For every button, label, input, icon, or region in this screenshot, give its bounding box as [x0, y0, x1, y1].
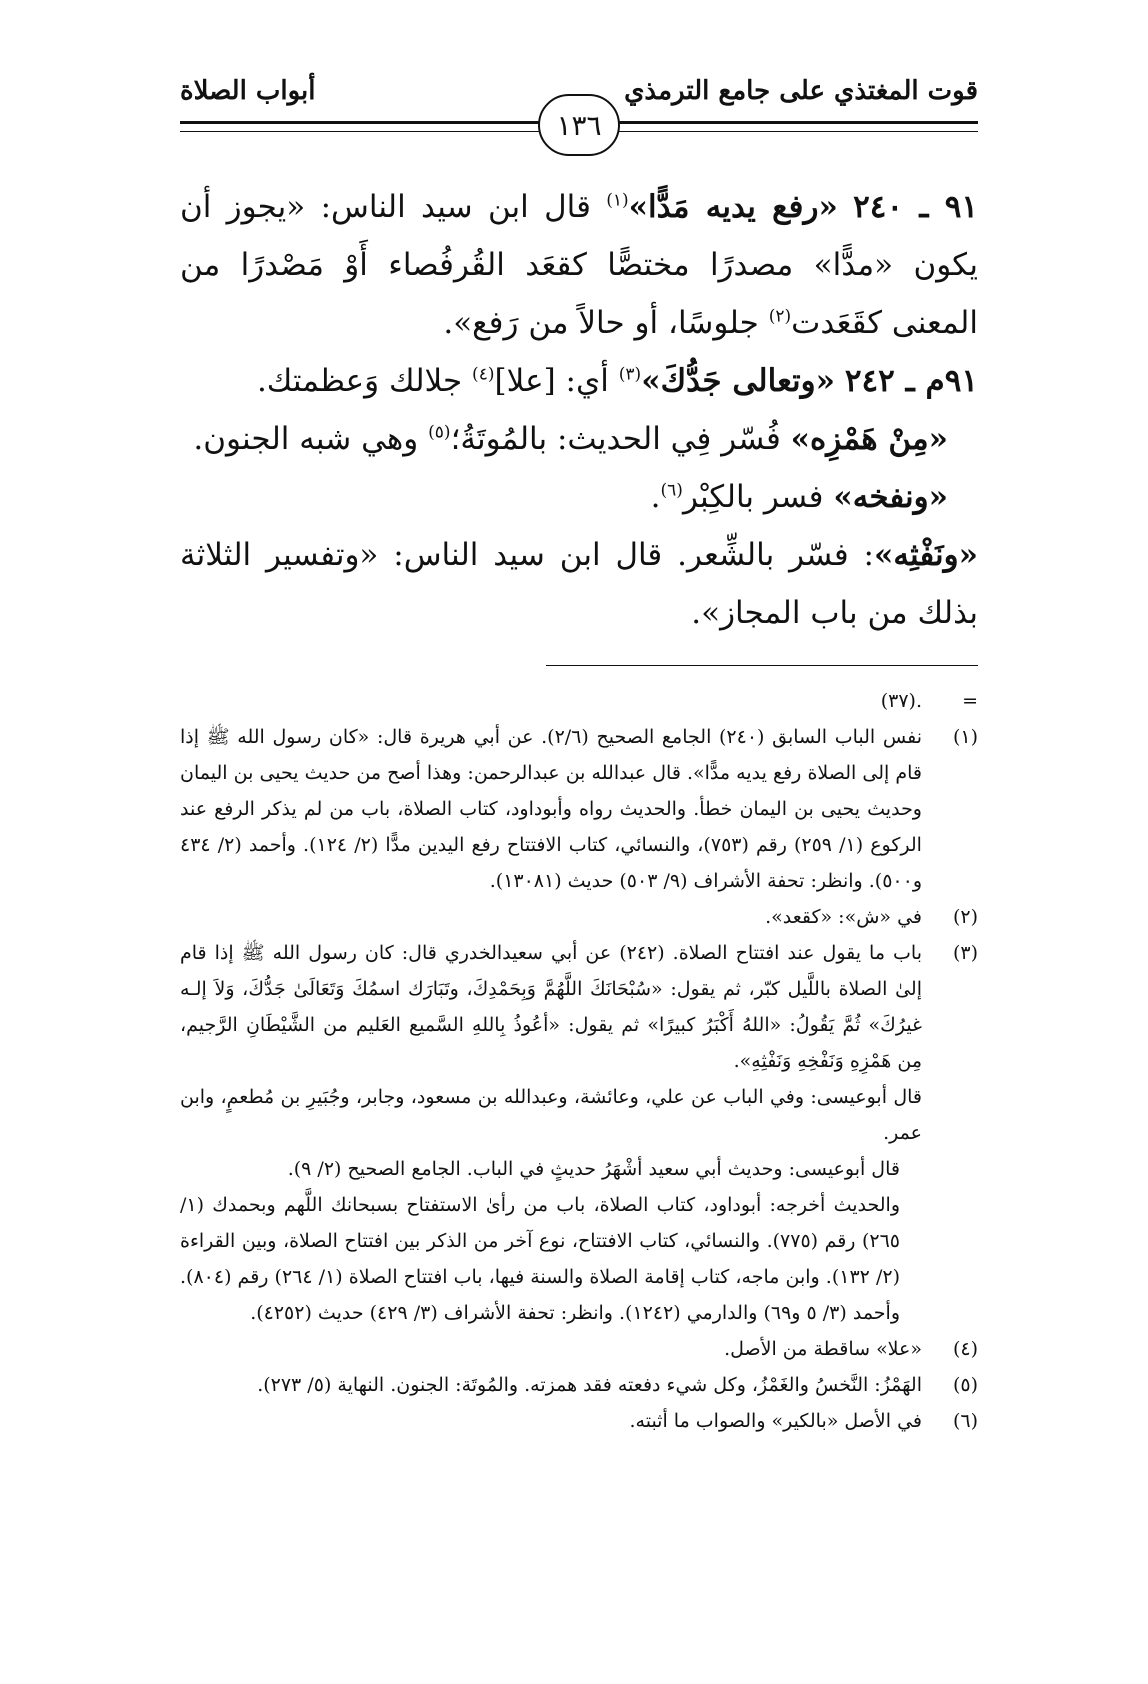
entry-242	[180, 352, 978, 410]
entry-text: جلوسًا، أو حالاً من رَفع».	[443, 305, 769, 341]
footnote	[180, 1367, 978, 1403]
footnote-ref: (٥)	[428, 422, 451, 443]
chapter-title: أبواب الصلاة	[180, 76, 316, 106]
footnote-number: (٥)	[952, 1374, 978, 1396]
entry-text: .	[650, 479, 661, 515]
page-header	[180, 76, 978, 146]
footnote-number: (٢)	[952, 906, 978, 928]
footnote-number: (٤)	[952, 1338, 978, 1360]
footnote-text: الهَمْزُ: النَّخسُ والغَمْزُ، وكل شيء دفعته فقد همزته. والمُوتَة: الجنون. النهاية (٥/ ٢٧٣).	[257, 1374, 922, 1396]
entry-text: أي: [علا]	[494, 363, 619, 399]
entry-text: وهي شبه الجنون.	[193, 421, 429, 457]
entry-text: جلالك وَعظمتك.	[256, 363, 473, 399]
footnote-subtext: والحديث أخرجه: أبوداود، كتاب الصلاة، باب من رأىٰ الاستفتاح بسبحانك اللَّهم وبحمدك (١/ ٢٦٥) رقم (٧٧٥). والنسائي، كتاب الافتتاح، نوع آخر من الذكر بين افتتاح الصلاة، وبين القراءة (٢/ ١٣٢). وابن ماجه، كتاب إقامة الصلاة والسنة فيها، باب افتتاح الصلاة (١/ ٢٦٤) رقم (٨٠٤). وأحمد (٣/ ٥ و٦٩) والدارمي (١٢٤٢). وانظر: تحفة الأشراف (٣/ ٤٢٩) حديث (٤٢٥٢).	[180, 1194, 900, 1324]
footnote-ref: (٤)	[472, 364, 495, 385]
footnote-subparagraphs	[180, 1079, 978, 1331]
entry-text: : فسّر بالشِّعر. قال ابن سيد الناس: «وتفسير الثلاثة بذلك من باب المجاز».	[180, 537, 978, 631]
footnote-subtext: قال أبوعيسى: وحديث أبي سعيد أشْهَرُ حديثٍ في الباب. الجامع الصحيح (٢/ ٩).	[287, 1158, 900, 1180]
entry-text: قال ابن سيد الناس: «يجوز أن يكون «مدًّا» مصدرًا مختصًّا كقعَد القُرفُصاء أَوْ مَصْدرًا من المعنى كقَعَدت	[180, 189, 978, 341]
footnote-ref: (٣)	[618, 364, 642, 385]
footnote-text: «علا» ساقطة من الأصل.	[724, 1338, 922, 1360]
entry-nafth	[180, 526, 978, 642]
footnote-text: نفس الباب السابق (٢٤٠) الجامع الصحيح (٢/٦). عن أبي هريرة قال: «كان رسول الله ﷺ إذا قام إلى الصلاة رفع يديه مدًّا». قال عبدالله بن عبدالرحمن: وهذا أصح من حديث يحيى بن اليمان وحديث يحيى بن اليمان خطأ. والحديث رواه وأبوداود، كتاب الصلاة، باب من لم يذكر الرفع عند الركوع (١/ ٢٥٩) رقم (٧٥٣)، والنسائي، كتاب الافتتاح رفع اليدين مدًّا (٢/ ١٢٤). وأحمد (٢/ ٤٣٤ و٥٠٠). وانظر: تحفة الأشراف (٩/ ٥٠٣) حديث (١٣٠٨١).	[180, 726, 922, 892]
entry-term: «رفع يديه مَدًّا»	[628, 189, 838, 225]
entry-number: ٩١ ـ ٢٤٠	[853, 189, 978, 225]
footnote-number: (١)	[952, 726, 978, 748]
footnote-ref: (٢)	[768, 306, 792, 327]
footnote	[180, 935, 978, 1079]
footnote-ref: (١)	[606, 190, 629, 211]
book-title: قوت المغتذي على جامع الترمذي	[624, 76, 978, 106]
header-rule-left	[180, 121, 540, 132]
footnote	[180, 719, 978, 899]
page-number: ١٣٦	[538, 94, 620, 156]
entry-number: ٩١م ـ ٢٤٢	[844, 363, 978, 399]
footnote-number: (٦)	[952, 1410, 978, 1432]
footnote	[180, 899, 978, 935]
continuation-marker: =	[962, 690, 978, 712]
footnote-text: في «ش»: «كقعد».	[765, 906, 922, 928]
footnote-number: (٣)	[952, 942, 978, 964]
entry-text: فسر بالكِبْر	[682, 479, 834, 515]
entry-text: فُسّر فِي الحديث: بالمُوتَةُ؛	[450, 421, 791, 457]
entry-hamz	[180, 410, 978, 468]
footnote-ref: (٦)	[660, 480, 683, 501]
footnote-divider	[546, 665, 978, 666]
footnote-continuation	[180, 683, 978, 719]
main-text	[180, 178, 978, 642]
footnote-text: في الأصل «بالكير» والصواب ما أثبته.	[629, 1410, 922, 1432]
footnotes	[180, 683, 978, 1439]
entry-term: «ونفخه»	[833, 479, 948, 515]
entry-term: «ونَفْثِه»	[873, 537, 978, 573]
footnote	[180, 1331, 978, 1367]
footnote-text: باب ما يقول عند افتتاح الصلاة. (٢٤٢) عن أبي سعيدالخدري قال: كان رسول الله ﷺ إذا قام إلىٰ الصلاة باللَّيل كبّر، ثم يقول: «سُبْحَانَكَ اللَّهُمَّ وَبِحَمْدِكَ، وتَبَارَك اسمُكَ وَتَعَالَىٰ جَدُّكَ، وَلاَ إلـه غيرُكَ» ثُمَّ يَقُولُ: «اللهُ أَكْبَرُ كبيرًا» ثم يقول: «أعُوذُ بِاللهِ السَّميع العَليم من الشَّيْطَانِ الرَّجيم، مِن هَمْزِهِ وَنَفْخِهِ وَنَفْثِهِ».	[180, 942, 922, 1072]
header-rule-right	[618, 121, 978, 132]
entry-term: «وتعالى جَدُّكَ»	[641, 363, 835, 399]
footnote	[180, 1403, 978, 1439]
entry-240	[180, 178, 978, 352]
entry-nafkh	[180, 468, 978, 526]
footnote-subtext: قال أبوعيسى: وفي الباب عن علي، وعائشة، وعبدالله بن مسعود، وجابر، وجُبَيرِ بن مُطعمٍ، وابن عمر.	[180, 1086, 922, 1144]
entry-term: «مِنْ هَمْزِه»	[790, 421, 948, 457]
continuation-text: .(٣٧)	[880, 690, 922, 712]
